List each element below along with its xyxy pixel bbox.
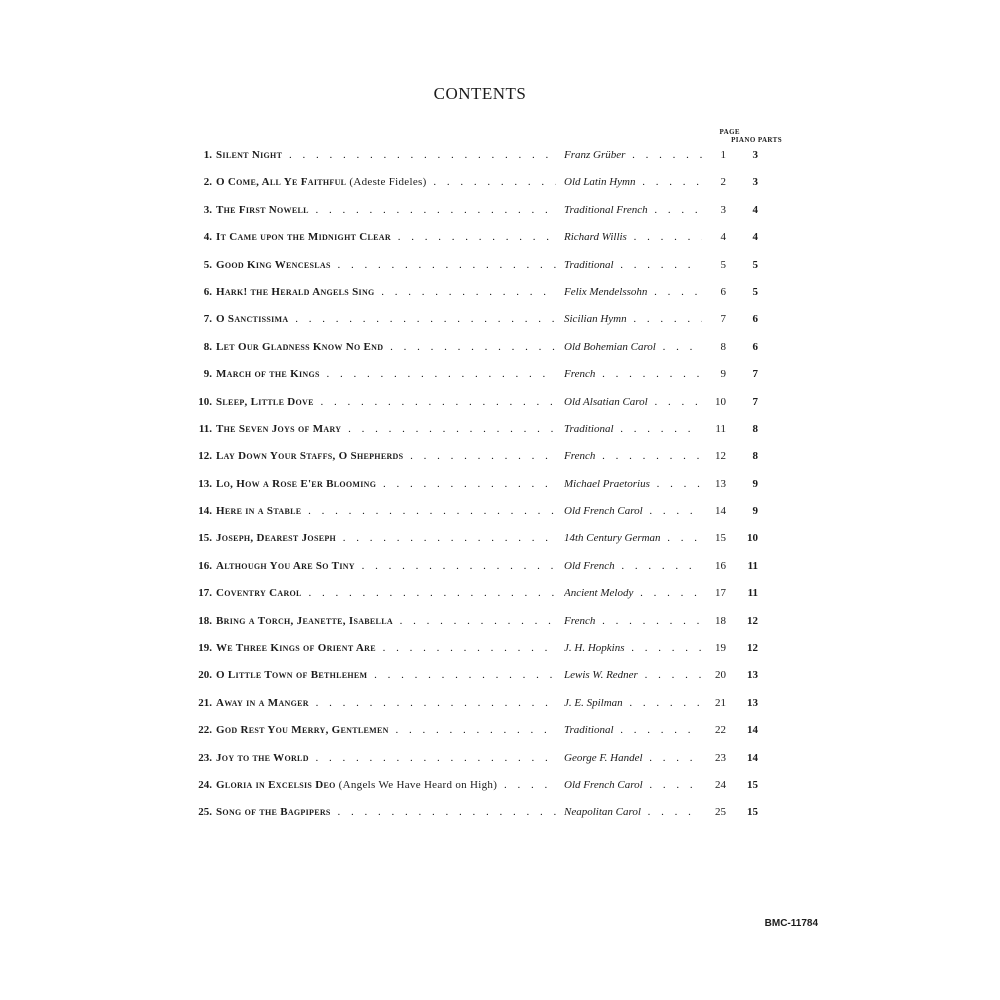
contents-entry	[190, 691, 770, 718]
entry-title: Bring a Torch, Jeanette, Isabella	[216, 614, 393, 627]
entry-title: The Seven Joys of Mary	[216, 422, 342, 435]
entry-title-cell	[216, 669, 556, 681]
entry-composer	[564, 313, 702, 325]
entry-composer	[564, 259, 702, 271]
entry-piano-part-page: 14	[747, 724, 758, 737]
entry-title-cell	[216, 396, 556, 408]
entry-title: Coventry Carol	[216, 587, 302, 600]
entry-piano-part-page: 3	[752, 176, 758, 189]
entry-composer-text: Felix Mendelssohn	[564, 285, 648, 298]
entry-composer	[564, 204, 702, 216]
entry-page: 14	[715, 505, 726, 518]
contents-entry	[190, 746, 770, 773]
contents-entry	[190, 143, 770, 170]
entry-composer-text: Sicilian Hymn	[564, 313, 627, 326]
entry-piano-part-page: 7	[752, 368, 758, 381]
entry-page: 24	[715, 778, 726, 791]
entry-composer-text: Lewis W. Redner	[564, 669, 638, 682]
entry-composer	[564, 149, 702, 161]
entry-composer-text: Michael Praetorius	[564, 477, 650, 490]
entry-piano-part-page: 15	[747, 778, 758, 791]
entry-title-cell	[216, 724, 556, 736]
entry-number: 2.	[203, 176, 212, 189]
entry-piano-part-page: 5	[752, 258, 758, 271]
page-column-header: PAGE	[719, 128, 740, 136]
contents-entry	[190, 280, 770, 307]
entry-number: 11.	[198, 422, 212, 435]
page-title: CONTENTS	[433, 84, 527, 103]
entry-title: Here in a Stable	[216, 505, 302, 518]
entry-subtitle: (Adeste Fideles)	[349, 176, 427, 189]
entry-composer	[564, 724, 702, 736]
entry-number: 8.	[203, 340, 212, 353]
entry-title: O Little Town of Bethlehem	[216, 669, 368, 682]
entry-title-cell	[216, 587, 556, 599]
entry-title-cell	[216, 478, 556, 490]
entry-number: 5.	[203, 258, 212, 271]
entry-title-cell	[216, 341, 556, 353]
entry-title-cell	[216, 505, 556, 517]
entry-number: 22.	[198, 724, 212, 737]
entry-title: Joseph, Dearest Joseph	[216, 532, 337, 545]
entry-title-cell	[216, 752, 556, 764]
piano-parts-column-header: PIANO PARTS	[731, 136, 782, 144]
entry-piano-part-page: 8	[752, 422, 758, 435]
entry-title: Gloria in Excelsis Deo	[216, 778, 336, 791]
entry-composer-text: Traditional	[564, 724, 614, 737]
entry-composer-text: Traditional French	[564, 203, 648, 216]
entry-composer-text: J. H. Hopkins	[564, 642, 625, 655]
entry-number: 1.	[203, 149, 212, 161]
entry-title: Lo, How a Rose E'er Blooming	[216, 477, 377, 490]
contents-entry	[190, 800, 770, 827]
entry-title: Good King Wenceslas	[216, 258, 331, 271]
contents-entry	[190, 253, 770, 280]
entry-piano-part-page: 13	[747, 669, 758, 682]
contents-entry	[190, 609, 770, 636]
entry-page: 2	[720, 176, 726, 189]
entry-piano-part-page: 11	[747, 559, 758, 572]
entry-piano-part-page: 4	[752, 203, 758, 216]
entry-composer	[564, 669, 702, 681]
entry-composer-text: Traditional	[564, 258, 614, 271]
entry-title-cell	[216, 779, 556, 791]
entry-page: 10	[715, 395, 726, 408]
entry-title-cell	[216, 642, 556, 654]
entry-title-cell	[216, 806, 556, 818]
entry-composer	[564, 615, 702, 627]
entry-composer-text: Old French Carol	[564, 505, 643, 518]
entry-title: O Come, All Ye Faithful	[216, 176, 347, 189]
entry-page: 6	[720, 285, 726, 298]
entry-title: Sleep, Little Dove	[216, 395, 314, 408]
entry-page: 7	[720, 313, 726, 326]
entry-title-cell	[216, 176, 556, 188]
entry-page: 13	[715, 477, 726, 490]
entry-page: 19	[715, 642, 726, 655]
entry-page: 22	[715, 724, 726, 737]
contents-entry	[190, 170, 770, 197]
entry-composer-text: George F. Handel	[564, 751, 643, 764]
entry-composer	[564, 587, 702, 599]
entry-page: 11	[715, 422, 726, 435]
contents-entry	[190, 472, 770, 499]
entry-number: 20.	[198, 669, 212, 682]
entry-number: 23.	[198, 751, 212, 764]
entry-piano-part-page: 8	[752, 450, 758, 463]
entry-title: It Came upon the Midnight Clear	[216, 231, 391, 244]
entry-composer	[564, 752, 702, 764]
entry-title: We Three Kings of Orient Are	[216, 642, 376, 655]
entry-title-cell	[216, 560, 556, 572]
entry-title-cell	[216, 615, 556, 627]
entry-composer-text: Richard Willis	[564, 231, 627, 244]
entry-title-cell	[216, 286, 556, 298]
entry-title: Away in a Manger	[216, 696, 309, 709]
entry-composer-text: Ancient Melody	[564, 587, 634, 600]
entry-composer	[564, 368, 702, 380]
entry-page: 23	[715, 751, 726, 764]
contents-list	[190, 143, 770, 828]
entry-number: 10.	[198, 395, 212, 408]
entry-number: 12.	[198, 450, 212, 463]
column-headers	[700, 128, 782, 144]
contents-entry	[190, 581, 770, 608]
entry-piano-part-page: 10	[747, 532, 758, 545]
entry-title: Song of the Bagpipers	[216, 806, 331, 819]
entry-composer	[564, 560, 702, 572]
entry-number: 6.	[203, 285, 212, 298]
entry-title-cell	[216, 231, 556, 243]
entry-number: 21.	[198, 696, 212, 709]
entry-number: 17.	[198, 587, 212, 600]
entry-title: O Sanctissima	[216, 313, 289, 326]
entry-piano-part-page: 13	[747, 696, 758, 709]
entry-title: Hark! the Herald Angels Sing	[216, 285, 375, 298]
entry-number: 15.	[198, 532, 212, 545]
entry-title: March of the Kings	[216, 368, 320, 381]
entry-composer-text: Old Bohemian Carol	[564, 340, 656, 353]
entry-composer	[564, 396, 702, 408]
entry-composer-text: Franz Grüber	[564, 149, 626, 161]
contents-entry	[190, 773, 770, 800]
catalog-number: BMC-11784	[764, 918, 818, 929]
entry-composer-text: Old Latin Hymn	[564, 176, 636, 189]
contents-entry	[190, 526, 770, 553]
contents-entry	[190, 499, 770, 526]
entry-composer	[564, 231, 702, 243]
entry-title: Lay Down Your Staffs, O Shepherds	[216, 450, 404, 463]
entry-composer	[564, 642, 702, 654]
entry-piano-part-page: 12	[747, 642, 758, 655]
entry-page: 21	[715, 696, 726, 709]
entry-number: 3.	[203, 203, 212, 216]
entry-page: 9	[720, 368, 726, 381]
entry-piano-part-page: 12	[747, 614, 758, 627]
entry-number: 19.	[198, 642, 212, 655]
entry-piano-part-page: 14	[747, 751, 758, 764]
entry-page: 4	[720, 231, 726, 244]
entry-title-cell	[216, 259, 556, 271]
contents-entry	[190, 307, 770, 334]
entry-piano-part-page: 11	[747, 587, 758, 600]
contents-entry	[190, 663, 770, 690]
entry-title: Although You Are So Tiny	[216, 559, 355, 572]
entry-number: 13.	[198, 477, 212, 490]
entry-number: 9.	[203, 368, 212, 381]
contents-entry	[190, 444, 770, 471]
entry-piano-part-page: 6	[752, 313, 758, 326]
entry-composer	[564, 286, 702, 298]
entry-title-cell	[216, 368, 556, 380]
entry-composer-text: French	[564, 368, 596, 381]
entry-page: 5	[720, 258, 726, 271]
entry-number: 4.	[203, 231, 212, 244]
entry-title-cell	[216, 204, 556, 216]
entry-page: 8	[720, 340, 726, 353]
entry-page: 20	[715, 669, 726, 682]
entry-composer-text: Old French Carol	[564, 778, 643, 791]
entry-subtitle: (Angels We Have Heard on High)	[338, 778, 498, 791]
entry-page: 17	[715, 587, 726, 600]
entry-piano-part-page: 5	[752, 285, 758, 298]
entry-piano-part-page: 9	[752, 477, 758, 490]
entry-number: 18.	[198, 614, 212, 627]
entry-title: Silent Night	[216, 149, 283, 161]
entry-composer	[564, 450, 702, 462]
entry-title-cell	[216, 532, 556, 544]
entry-composer-text: 14th Century German	[564, 532, 661, 545]
contents-entry	[190, 554, 770, 581]
entry-page: 3	[720, 203, 726, 216]
entry-title-cell	[216, 697, 556, 709]
entry-composer	[564, 423, 702, 435]
entry-title: Joy to the World	[216, 751, 309, 764]
entry-page: 18	[715, 614, 726, 627]
entry-piano-part-page: 9	[752, 505, 758, 518]
entry-page: 16	[715, 559, 726, 572]
contents-entry	[190, 390, 770, 417]
entry-number: 7.	[203, 313, 212, 326]
contents-entry	[190, 417, 770, 444]
entry-page: 1	[720, 149, 726, 161]
entry-number: 16.	[198, 559, 212, 572]
entry-composer	[564, 478, 702, 490]
entry-number: 14.	[198, 505, 212, 518]
entry-composer	[564, 806, 702, 818]
entry-title-cell	[216, 423, 556, 435]
entry-title: The First Nowell	[216, 203, 309, 216]
entry-composer	[564, 505, 702, 517]
entry-composer	[564, 341, 702, 353]
entry-composer-text: Neapolitan Carol	[564, 806, 641, 819]
entry-title-cell	[216, 450, 556, 462]
contents-entry	[190, 335, 770, 362]
entry-title-cell	[216, 313, 556, 325]
entry-composer-text: Old French	[564, 559, 615, 572]
entry-composer	[564, 532, 702, 544]
contents-entry	[190, 362, 770, 389]
contents-entry	[190, 198, 770, 225]
entry-piano-part-page: 4	[752, 231, 758, 244]
contents-entry	[190, 225, 770, 252]
entry-composer-text: Traditional	[564, 422, 614, 435]
contents-entry	[190, 718, 770, 745]
entry-piano-part-page: 3	[752, 149, 758, 161]
entry-piano-part-page: 7	[752, 395, 758, 408]
entry-piano-part-page: 15	[747, 806, 758, 819]
entry-number: 25.	[198, 806, 212, 819]
entry-page: 12	[715, 450, 726, 463]
entry-composer-text: French	[564, 450, 596, 463]
entry-page: 15	[715, 532, 726, 545]
entry-composer-text: Old Alsatian Carol	[564, 395, 648, 408]
entry-composer	[564, 176, 702, 188]
entry-page: 25	[715, 806, 726, 819]
entry-composer	[564, 779, 702, 791]
entry-composer-text: French	[564, 614, 596, 627]
entry-composer	[564, 697, 702, 709]
entry-title-cell	[216, 149, 556, 161]
entry-piano-part-page: 6	[752, 340, 758, 353]
contents-entry	[190, 636, 770, 663]
entry-title: Let Our Gladness Know No End	[216, 340, 384, 353]
entry-number: 24.	[198, 778, 212, 791]
entry-composer-text: J. E. Spilman	[564, 696, 623, 709]
entry-title: God Rest You Merry, Gentlemen	[216, 724, 389, 737]
